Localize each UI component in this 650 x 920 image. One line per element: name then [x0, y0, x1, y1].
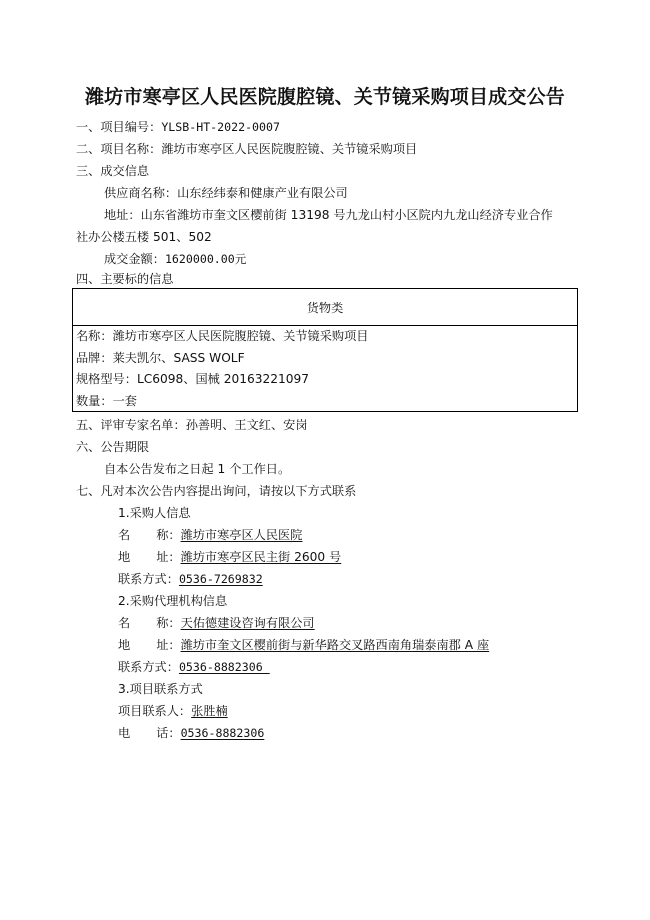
goods-row-name — [73, 326, 577, 348]
project-phone-line — [118, 724, 264, 742]
deal-amount-label: 成交金额： — [104, 252, 165, 266]
experts-value: 孙善明、王文红、安岗 — [185, 418, 308, 432]
agency-contact-value: 0536-8882306 — [178, 660, 270, 674]
agency-contact-line — [118, 658, 270, 676]
buyer-name-label-b: 称： — [156, 528, 181, 542]
project-phone-value: 0536-8882306 — [180, 726, 265, 740]
notice-period-heading: 六、公告期限 — [76, 440, 150, 454]
supplier-label: 供应商名称： — [104, 186, 178, 200]
contact-heading: 七、凡对本次公告内容提出询问，请按以下方式联系 — [76, 484, 357, 498]
buyer-address-line — [118, 548, 341, 566]
goods-row-model — [73, 369, 577, 391]
goods-table-header: 货物类 — [73, 289, 577, 326]
goods-row-value: 潍坊市寒亭区人民医院腹腔镜、关节镜采购项目 — [112, 329, 369, 343]
goods-row-label: 名称： — [76, 329, 113, 343]
agency-name-label-b: 称： — [156, 616, 181, 630]
project-number-line — [76, 118, 280, 136]
supplier-line — [104, 184, 348, 202]
experts-line — [76, 416, 308, 434]
notice-period-text: 自本公告发布之日起 1 个工作日。 — [104, 462, 291, 476]
project-contact-person-value: 张胜楠 — [191, 704, 228, 718]
project-phone-label-b: 话： — [156, 726, 181, 740]
buyer-name-label-a: 名 — [118, 528, 131, 542]
agency-name-label-a: 名 — [118, 616, 131, 630]
buyer-address-value: 潍坊市寒亭区民主街 2600 号 — [180, 550, 342, 564]
project-number-label: 一、项目编号： — [76, 120, 162, 134]
buyer-name-value: 潍坊市寒亭区人民医院 — [180, 528, 303, 542]
buyer-contact-label: 联系方式： — [118, 572, 179, 586]
supplier-address-value-1: 山东省潍坊市奎文区樱前街 13198 号九龙山村小区院内九龙山经济专业合作 — [140, 208, 553, 222]
deal-amount-value: 1620000.00元 — [164, 252, 247, 266]
project-contact-person-label: 项目联系人： — [118, 704, 192, 718]
goods-row-label: 规格型号： — [76, 372, 137, 386]
goods-row-value: 一套 — [112, 393, 137, 408]
agency-address-label-a: 地 — [118, 638, 131, 652]
project-number-value: YLSB-HT-2022-0007 — [161, 120, 280, 134]
agency-name-line — [118, 614, 315, 632]
project-phone-label-a: 电 — [118, 726, 131, 740]
goods-row-value: LC6098、国械 20163221097 — [136, 372, 309, 386]
goods-row-value: 莱夫凯尔、SASS WOLF — [112, 350, 245, 365]
buyer-address-label-b: 址： — [156, 550, 181, 564]
supplier-address-label: 地址： — [104, 208, 141, 222]
goods-row-brand — [73, 348, 577, 370]
supplier-address-line — [104, 206, 553, 224]
supplier-address-continuation: 社办公楼五楼 501、502 — [76, 230, 212, 244]
agency-address-label-b: 址： — [156, 638, 181, 652]
project-name-value: 潍坊市寒亭区人民医院腹腔镜、关节镜采购项目 — [161, 142, 418, 156]
subject-info-heading: 四、主要标的信息 — [76, 272, 174, 286]
buyer-name-line — [118, 526, 302, 544]
project-contact-person-line — [118, 702, 228, 720]
agency-address-line — [118, 636, 489, 654]
goods-row-label: 数量： — [76, 393, 113, 408]
deal-info-heading: 三、成交信息 — [76, 164, 150, 178]
buyer-contact-line — [118, 570, 263, 588]
agency-info-heading: 2.采购代理机构信息 — [118, 594, 228, 608]
agency-name-value: 天佑德建设咨询有限公司 — [180, 616, 315, 630]
project-name-line — [76, 140, 417, 158]
experts-label: 五、评审专家名单： — [76, 418, 186, 432]
buyer-address-label-a: 地 — [118, 550, 131, 564]
project-name-label: 二、项目名称： — [76, 142, 162, 156]
buyer-contact-value: 0536-7269832 — [178, 572, 263, 586]
buyer-info-heading: 1.采购人信息 — [118, 506, 191, 520]
deal-amount-line — [104, 250, 246, 268]
project-contact-heading: 3.项目联系方式 — [118, 682, 203, 696]
agency-contact-label: 联系方式： — [118, 660, 179, 674]
goods-row-label: 品牌： — [76, 350, 113, 365]
goods-table — [72, 288, 578, 412]
announcement-title: 潍坊市寒亭区人民医院腹腔镜、关节镜采购项目成交公告 — [84, 86, 565, 108]
supplier-value: 山东经纬泰和健康产业有限公司 — [177, 186, 348, 200]
agency-address-value: 潍坊市奎文区樱前街与新华路交叉路西南角瑞泰南郡 A 座 — [180, 638, 490, 652]
goods-row-quantity — [73, 391, 577, 413]
